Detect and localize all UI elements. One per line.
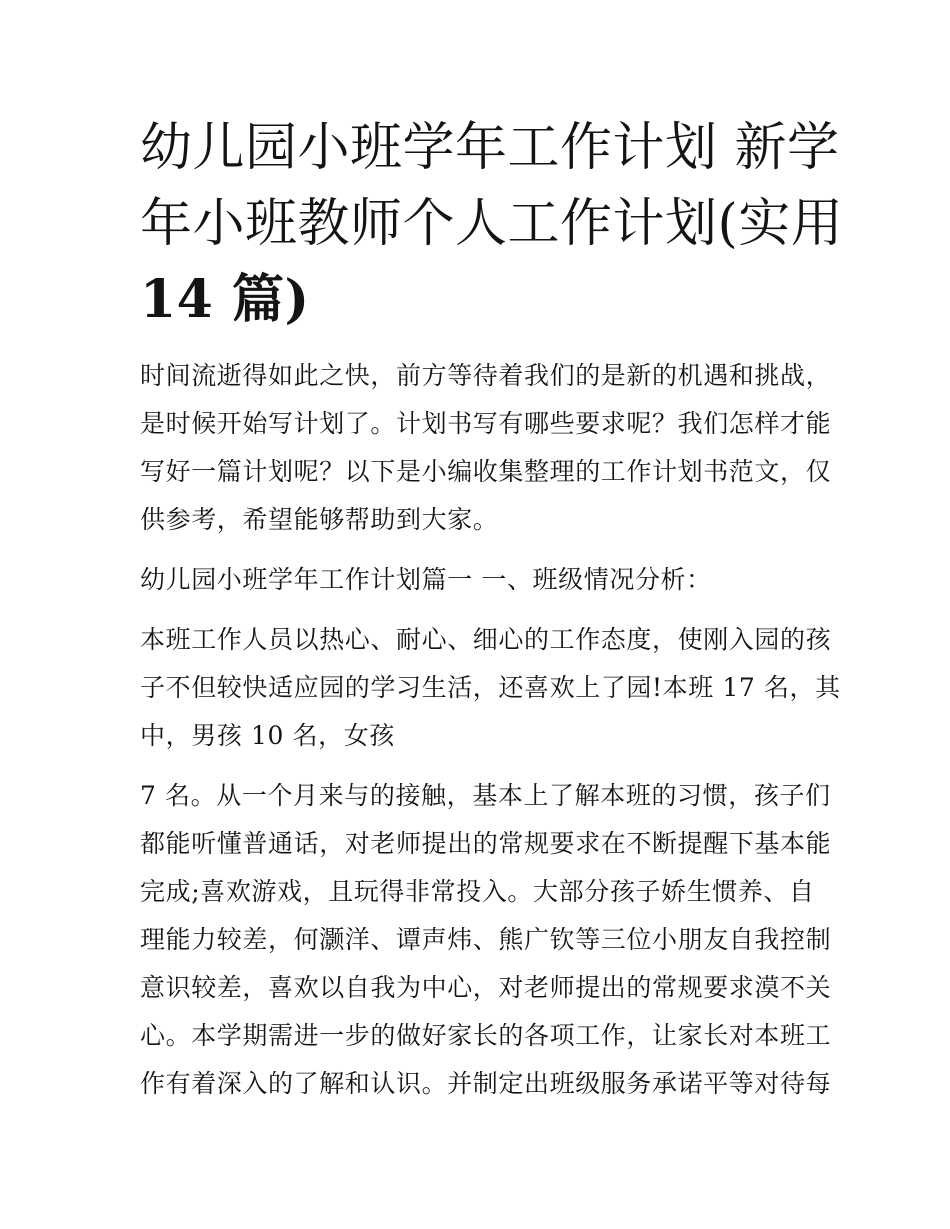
- intro-paragraph: [140, 352, 832, 544]
- intro-line-1: 时间流逝得如此之快，前方等待着我们的是新的机遇和挑战，: [140, 361, 832, 390]
- title-line-1: 幼儿园小班学年工作计划 新学: [140, 118, 840, 178]
- section-heading: 幼儿园小班学年工作计划篇一 一、班级情况分析：: [140, 565, 712, 594]
- title-line-2: 年小班教师个人工作计划(实用: [140, 194, 844, 254]
- intro-line-2: 是时候开始写计划了。计划书写有哪些要求呢？我们怎样才能: [140, 409, 832, 438]
- class-analysis-paragraph-1: [140, 616, 841, 760]
- para2-line-5: 意识较差，喜欢以自我为中心，对老师提出的常规要求漠不关: [140, 973, 832, 1002]
- class-analysis-paragraph-2: [140, 772, 832, 1108]
- intro-line-4: 供参考，希望能够帮助到大家。: [140, 505, 499, 534]
- para2-line-6: 心。本学期需进一步的做好家长的各项工作，让家长对本班工: [140, 1021, 832, 1050]
- intro-line-3: 写好一篇计划呢？以下是小编收集整理的工作计划书范文，仅: [140, 457, 832, 486]
- para2-line-7: 作有着深入的了解和认识。并制定出班级服务承诺平等对待每: [140, 1069, 832, 1098]
- para1-line-2: 子不但较快适应园的学习生活，还喜欢上了园!本班 17 名，其: [140, 673, 841, 702]
- para2-line-2: 都能听懂普通话，对老师提出的常规要求在不断提醒下基本能: [140, 829, 832, 858]
- para1-line-1: 本班工作人员以热心、耐心、细心的工作态度，使刚入园的孩: [140, 625, 832, 654]
- section-heading-block: [140, 556, 818, 604]
- document-title: [140, 110, 844, 338]
- para2-line-4: 理能力较差，何灏洋、谭声炜、熊广钦等三位小朋友自我控制: [140, 925, 832, 954]
- para2-line-1: 7 名。从一个月来与的接触，基本上了解本班的习惯，孩子们: [140, 781, 831, 810]
- para2-line-3: 完成;喜欢游戏，且玩得非常投入。大部分孩子娇生惯养、自: [140, 877, 815, 906]
- para1-line-3: 中，男孩 10 名，女孩: [140, 721, 395, 750]
- title-line-3: 14 篇): [140, 269, 310, 330]
